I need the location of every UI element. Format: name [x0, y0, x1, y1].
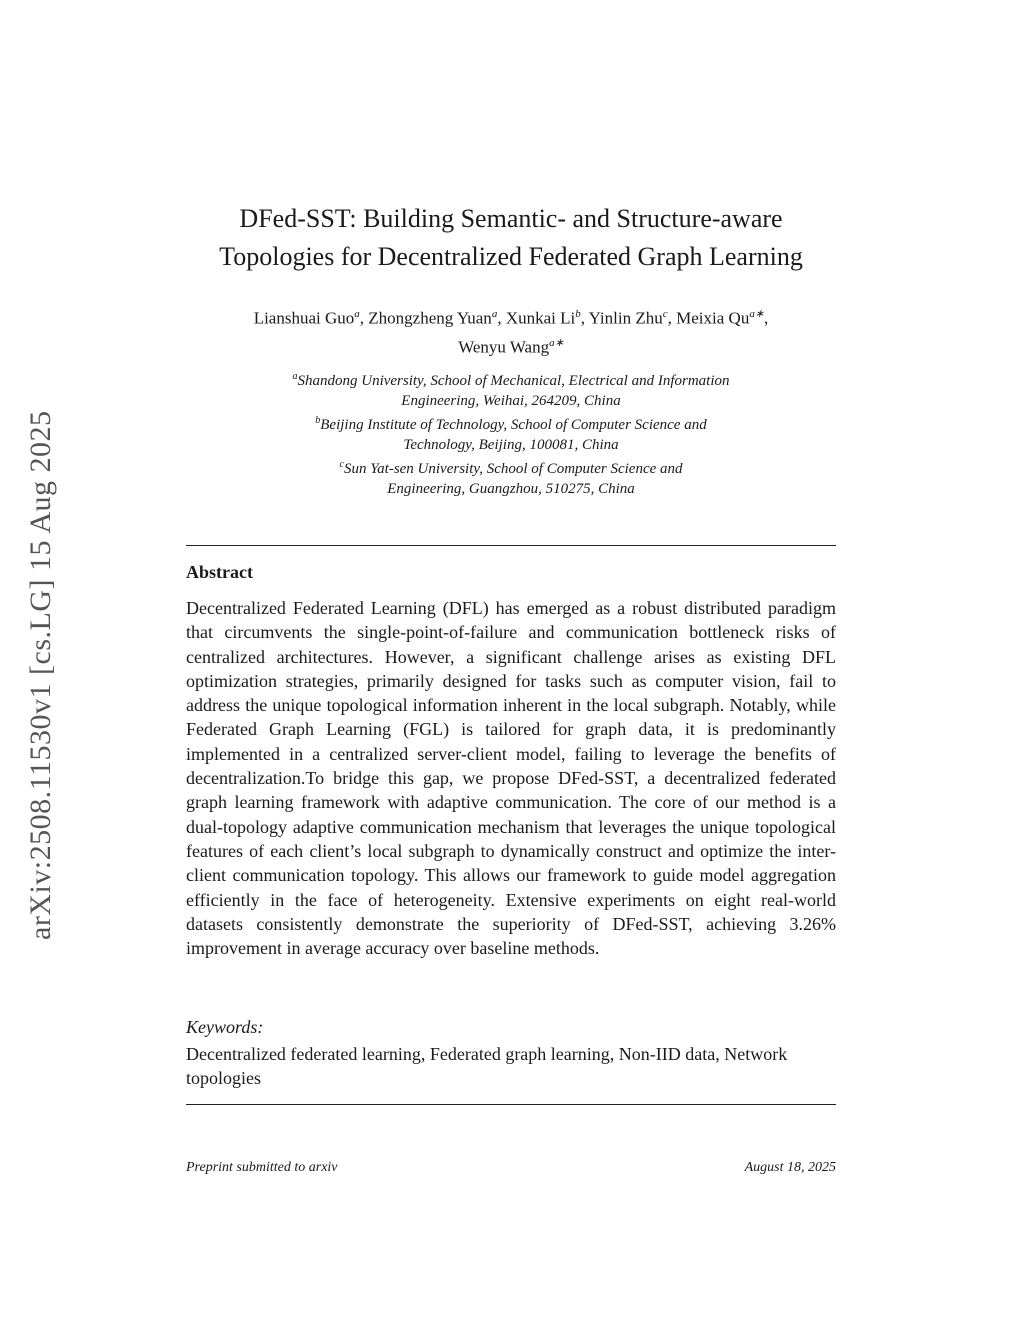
affiliation-line: Shandong University, School of Mechanical, Electrical and Information — [297, 373, 730, 389]
author-name: Lianshuai Guo — [253, 308, 355, 328]
author-sup: a∗ — [749, 308, 765, 320]
affiliation-sup: b — [315, 415, 321, 426]
title-line-2: Topologies for Decentralized Federated Graph Learning — [219, 242, 803, 271]
author-sup: a — [354, 308, 360, 320]
author-sup: a∗ — [549, 336, 564, 349]
affiliation-sup: c — [339, 459, 344, 470]
bottom-divider — [186, 1104, 836, 1105]
abstract-text: Decentralized Federated Learning (DFL) has emerged as a robust distributed paradigm that circumvents the single-point-of-failure and communication bottleneck risks of centralized architectures. However, a significant challenge arises as existing DFL optimization strategies, primarily designed for tasks such as computer vision, fail to address the unique topological information inherent in the local subgraph. Notably, while Federated Graph Learning (FGL) is tailored for graph data, it is predominantly implemented in a centralized server-client model, failing to leverage the benefits of decentralization.To bridge this gap, we propose DFed-SST, a decentralized federated graph learning framework with adaptive communication. The core of our method is a dual-topology adaptive communication mechanism that leverages the unique topological features of each client’s local subgraph to dynamically construct and optimize the inter-client communication topology. This allows our framework to guide model aggregation efficiently in the face of heterogeneity. Extensive experiments on eight real-world datasets consistently demonstrate the superiority of DFed-SST, achieving 3.26% improvement in average accuracy over baseline methods. — [186, 598, 836, 959]
author-name: Wenyu Wang — [458, 337, 550, 357]
keywords-heading: Keywords: — [186, 1017, 264, 1037]
author-sup: a — [491, 308, 498, 320]
footer-date: August 18, 2025 — [744, 1160, 836, 1175]
paper-title — [186, 200, 836, 276]
author-list — [186, 302, 836, 359]
author-line-1: Lianshuai Guo$^a$, Zhongzheng Yuan$^a$, Xunkai Li$^b$, Yinlin Zhu$^c$, Meixia $Qu^{a∗}$, — [253, 308, 769, 328]
author-sup: c — [662, 308, 668, 320]
affiliation-line: Technology, Beijing, 100081, China — [403, 437, 619, 453]
author-name: Meixia Qu — [676, 308, 750, 328]
affiliation-line: Engineering, Weihai, 264209, China — [401, 393, 621, 409]
affiliation-line: Sun Yat-sen University, School of Computer Science and — [343, 461, 683, 477]
abstract-heading: Abstract — [186, 562, 253, 582]
affiliation-c — [186, 455, 836, 499]
title-line-1: DFed-SST: Building Semantic- and Structure-aware — [239, 204, 783, 233]
affiliation-line: Beijing Institute of Technology, School of Computer Science and — [320, 417, 707, 433]
affiliation-a — [186, 367, 836, 411]
author-sup: b — [575, 308, 581, 320]
author-name: Zhongzheng Yuan — [368, 308, 492, 328]
footer-preprint-note: Preprint submitted to arxiv — [186, 1160, 338, 1175]
arxiv-identifier: arXiv:2508.11530v1 [cs.LG] 15 Aug 2025 — [24, 410, 57, 940]
affiliation-sup: a — [292, 371, 298, 382]
affiliation-list — [186, 367, 836, 499]
affiliation-line: Engineering, Guangzhou, 510275, China — [387, 481, 635, 497]
top-divider — [186, 545, 836, 546]
author-line-2 — [186, 331, 836, 360]
keywords-text: Decentralized federated learning, Federated graph learning, Non-IID data, Network topologies — [186, 1044, 788, 1088]
affiliation-b — [186, 411, 836, 455]
author-name: Yinlin Zhu — [588, 308, 663, 328]
author-name: Xunkai Li — [505, 308, 576, 328]
